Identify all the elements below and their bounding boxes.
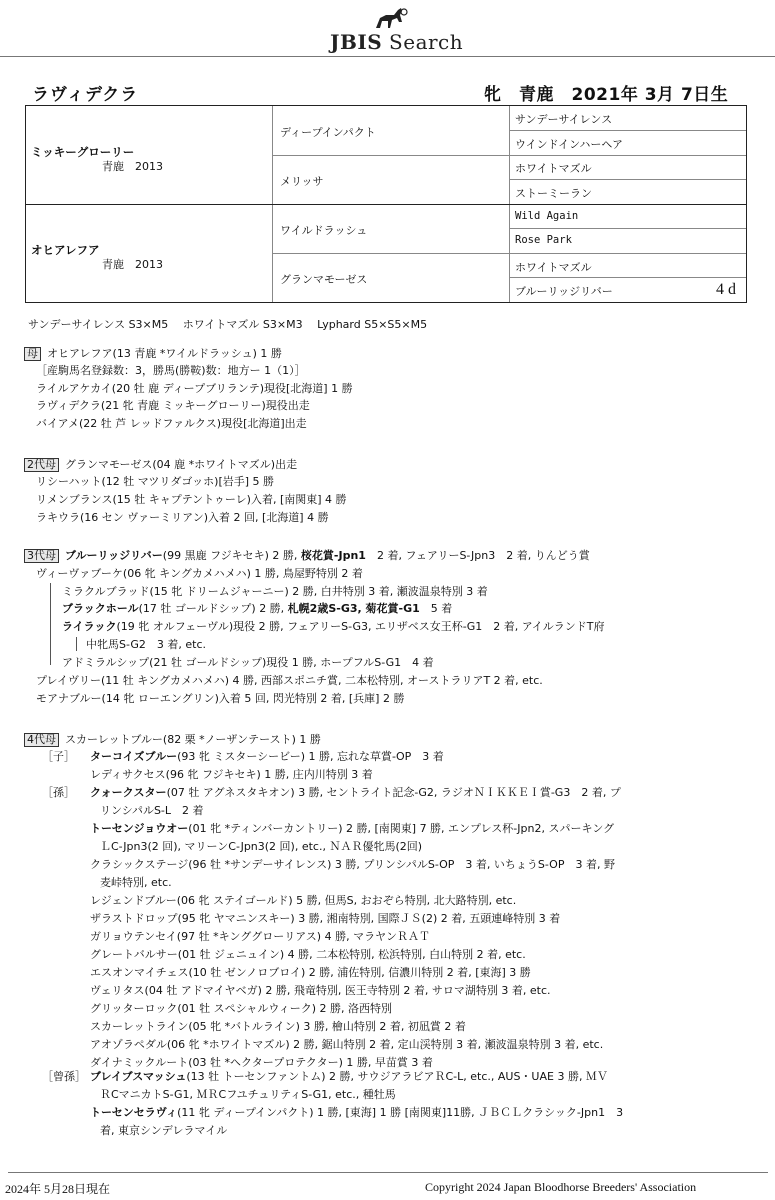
tree-connector <box>76 637 77 651</box>
sire-name[interactable]: ミッキーグローリー <box>31 145 135 159</box>
g3dam-detail-tail: 2 着, フェアリーS-Jpn3 2 着, りんどう賞 <box>365 549 590 562</box>
offspring-detail: (19 牝 オルフェーヴル)現役 2 勝, フェアリーS-G3, エリザベス女王杯-G1 2 着, アイルランドT府 <box>116 620 605 633</box>
section-label: 3代母 <box>24 549 59 563</box>
g2dam-section-head <box>24 458 297 472</box>
offspring-name[interactable]: ブラックホール <box>62 602 139 615</box>
row-divider <box>26 204 746 205</box>
section-label: 母 <box>24 347 41 361</box>
g3-ancestor[interactable]: ウインドインハーヘア <box>515 138 624 151</box>
g2-sire-sire[interactable]: ディープインパクト <box>280 126 376 139</box>
g4dam-section-head <box>24 733 321 747</box>
offspring-line[interactable]: モアナブルー(14 牝 ローエングリン)入着 5 回, 閃光特別 2 着, [兵庫] 2 勝 <box>36 692 405 705</box>
row-divider <box>509 179 746 180</box>
section-label: 2代母 <box>24 458 59 472</box>
brand-jbis: JBIS <box>330 30 383 54</box>
descendant-line[interactable] <box>90 750 444 764</box>
offspring-line[interactable]: ラキウラ(16 セン ヴァーミリアン)入着 2 回, [北海道] 4 勝 <box>36 511 329 524</box>
g3dam-major-race: 桜花賞-Jpn1 <box>300 549 366 562</box>
horse-logo-icon <box>370 6 410 32</box>
descendant-detail: レディサクセス(96 牝 フジキセキ) 1 勝, 庄内川特別 3 着 <box>90 768 373 781</box>
descendant-line[interactable] <box>100 1088 396 1102</box>
descendant-line[interactable] <box>90 912 560 926</box>
sire-sub: 青鹿 2013 <box>102 160 163 173</box>
descendant-line[interactable] <box>100 804 204 818</box>
g2-dam-sire[interactable]: ワイルドラッシュ <box>280 224 368 237</box>
g3-ancestor[interactable]: ホワイトマズル <box>515 162 592 175</box>
g3-ancestor[interactable]: Wild Again <box>515 210 579 222</box>
brand-search: Search <box>389 30 464 54</box>
descendant-name[interactable]: ブレイブスマッシュ <box>90 1070 187 1083</box>
descendant-name[interactable]: ターコイズブルー <box>90 750 178 763</box>
offspring-name[interactable]: ライラック <box>62 620 117 633</box>
descendant-detail: アオゾラペダル(06 牝 *ホワイトマズル) 2 勝, 鋸山特別 2 着, 定山渓特別 3 着, 瀬波温泉特別 3 着, etc. <box>90 1038 604 1051</box>
offspring-line[interactable]: ミラクルブラッド(15 牝 ドリームジャーニー) 2 勝, 白井特別 3 着, 瀬波温泉特別 3 着 <box>62 585 488 598</box>
row-divider <box>272 253 746 254</box>
g3-ancestor[interactable]: ストーミーラン <box>515 187 592 200</box>
section-label: 4代母 <box>24 733 59 747</box>
descendant-line[interactable] <box>90 894 516 908</box>
tag-grandchild: ［孫］ <box>42 786 75 799</box>
descendant-detail: エスオンマイチェス(10 牡 ゼンノロブロイ) 2 勝, 浦佐特別, 信濃川特別 2 着, [東海] 3 勝 <box>90 966 531 979</box>
offspring-line[interactable] <box>62 620 605 634</box>
descendant-line[interactable] <box>90 966 531 980</box>
dam-name[interactable]: オヒアレフア <box>31 243 100 257</box>
g2-sire-dam[interactable]: メリッサ <box>280 175 324 188</box>
descendant-name[interactable]: トーセンジョウオー <box>90 822 189 835</box>
g2dam-line: グランマモーゼス(04 鹿 *ホワイトマズル)出走 <box>65 458 298 471</box>
descendant-line[interactable] <box>90 858 615 872</box>
descendant-line[interactable] <box>90 1056 433 1070</box>
descendant-line[interactable] <box>90 1070 608 1084</box>
descendant-detail: ダイナミックルート(03 牡 *ヘクタープロテクター) 1 勝, 早苗賞 3 着 <box>90 1056 433 1069</box>
dam-line: オヒアレフア(13 青鹿 *ワイルドラッシュ) 1 勝 <box>47 347 282 360</box>
descendant-detail: グリッターロック(01 牡 スペシャルウィーク) 2 勝, 洛西特別 <box>90 1002 393 1015</box>
descendant-detail: ガリョウテンセイ(97 牡 *キンググローリアス) 4 勝, マラヤンＲＡＴ <box>90 930 430 943</box>
offspring-detail-tail: 5 着 <box>419 602 453 615</box>
descendant-detail: (13 牡 トーセンファントム) 2 勝, サウジアラビアＲC-L, etc., AUS・UAE 3 勝, ＭＶ <box>186 1070 608 1083</box>
descendant-detail: ＲCマニカトS-G1, ＭＲCフユチュリティS-G1, etc., 種牡馬 <box>100 1088 396 1101</box>
footer-date: 2024年 5月28日現在 <box>5 1182 111 1196</box>
descendant-detail: 麦峠特別, etc. <box>100 876 172 889</box>
row-divider <box>272 155 746 156</box>
row-divider <box>509 277 746 278</box>
g4dam-line: スカーレットブルー(82 栗 *ノーザンテースト) 1 勝 <box>65 733 321 746</box>
offspring-line[interactable]: バイアメ(22 牡 芦 レッドファルクス)現役[北海道]出走 <box>36 417 307 430</box>
descendant-line[interactable] <box>90 822 614 836</box>
footer-copyright: Copyright 2024 Japan Bloodhorse Breeders' Association <box>425 1180 697 1194</box>
offspring-line[interactable]: ヴィーヴァブーケ(06 牝 キングカメハメハ) 1 勝, 鳥屋野特別 2 着 <box>36 567 363 580</box>
descendant-detail: 着, 東京シンデレラマイル <box>100 1124 228 1137</box>
horse-name: ラヴィデクラ <box>32 85 139 105</box>
descendant-line[interactable] <box>100 840 422 854</box>
header-divider <box>0 56 775 57</box>
descendant-line[interactable] <box>90 984 550 998</box>
pedigree-table <box>25 105 747 303</box>
horse-info: 牝 青鹿 2021年 3月 7日生 <box>484 85 729 105</box>
descendant-line[interactable] <box>90 1106 623 1120</box>
offspring-line[interactable]: ラヴィデクラ(21 牝 青鹿 ミッキーグローリー)現役出走 <box>36 399 310 412</box>
g3dam-detail: (99 黒鹿 フジキセキ) 2 勝, <box>162 549 301 562</box>
site-logo[interactable] <box>0 0 775 58</box>
offspring-line[interactable]: アドミラルシップ(21 牡 ゴールドシップ)現役 1 勝, ホープフルS-G1 4 着 <box>62 656 434 669</box>
descendant-detail: レジェンドブルー(06 牝 ステイゴールド) 5 勝, 但馬S, おおぞら特別, 北大路特別, etc. <box>90 894 517 907</box>
descendant-detail: スカーレットライン(05 牝 *バトルライン) 3 勝, 檜山特別 2 着, 初凪賞 2 着 <box>90 1020 466 1033</box>
g2-dam-dam[interactable]: グランマモーゼス <box>280 273 368 286</box>
inbreeding-line: サンデーサイレンス S3×M5 ホワイトマズル S3×M3 Lyphard S5×S5×M5 <box>28 318 428 331</box>
row-divider <box>509 130 746 131</box>
dam-section-head <box>24 347 282 361</box>
family-code: 4 d <box>716 281 736 298</box>
dam-offspring-summary: ［産駒馬名登録数：3，勝馬(勝鞍)数：地方ー 1（1）］ <box>36 364 306 377</box>
offspring-line-cont: 中牝馬S-G2 3 着, etc. <box>86 638 206 651</box>
descendant-detail: ヴェリタス(04 牡 アドマイヤベガ) 2 勝, 飛竜特別, 医王寺特別 2 着, サロマ湖特別 3 着, etc. <box>90 984 551 997</box>
descendant-line[interactable] <box>100 1124 227 1138</box>
offspring-line[interactable]: リシーハット(12 牡 マツリダゴッホ)[岩手] 5 勝 <box>36 475 275 488</box>
dam-sub: 青鹿 2013 <box>102 258 163 271</box>
g3dam-section-head <box>24 549 590 563</box>
offspring-line[interactable] <box>62 602 452 616</box>
descendant-line[interactable] <box>90 930 430 944</box>
descendant-detail: (93 牝 ミスターシービー) 1 勝, 忘れな草賞-OP 3 着 <box>177 750 444 763</box>
descendant-detail: ＬC-Jpn3(2 回), マリーンC-Jpn3(2 回), etc., ＮＡＲ優牝馬(2回) <box>100 840 423 853</box>
g3-ancestor[interactable]: ホワイトマズル <box>515 261 592 274</box>
offspring-line[interactable]: プレイヴリー(11 牡 キングカメハメハ) 4 勝, 西部スポニチ賞, 二本松特別, オーストラリアT 2 着, etc. <box>36 674 543 687</box>
descendant-line[interactable] <box>100 876 172 890</box>
tag-great-grandchild: ［曾孫］ <box>42 1070 86 1083</box>
row-divider <box>509 228 746 229</box>
descendant-line[interactable] <box>90 786 621 800</box>
tag-child: ［子］ <box>42 750 75 763</box>
g3-ancestor[interactable]: Rose Park <box>515 234 572 246</box>
descendant-line[interactable] <box>90 768 373 782</box>
footer-divider <box>8 1172 768 1173</box>
descendant-line[interactable] <box>90 948 526 962</box>
g3dam-name[interactable]: ブルーリッジリバー <box>65 549 163 562</box>
descendant-line[interactable] <box>90 1038 603 1052</box>
descendant-detail: (11 牝 ディープインパクト) 1 勝, [東海] 1 勝 [南関東]11勝, ＪＢＣＬクラシック-Jpn1 3 <box>177 1106 624 1119</box>
descendant-detail: クラシックステージ(96 牡 *サンデーサイレンス) 3 勝, プリンシパルS-OP 3 着, いちょうS-OP 3 着, 野 <box>90 858 615 871</box>
tree-connector <box>50 583 51 665</box>
offspring-major-race: 札幌2歳S-G3, 菊花賞-G1 <box>287 602 420 615</box>
descendant-detail: リンシパルS-L 2 着 <box>100 804 204 817</box>
descendant-detail: (01 牝 *ティンバーカントリー) 2 勝, [南関東] 7 勝, エンプレス杯-Jpn2, スパーキング <box>188 822 615 835</box>
descendant-detail: ザラストドロップ(95 牝 ヤマニンスキー) 3 勝, 湘南特別, 国際ＪＳ(2) 2 着, 五頭連峰特別 3 着 <box>90 912 561 925</box>
descendant-name[interactable]: クォークスター <box>90 786 167 799</box>
g3-ancestor[interactable]: ブルーリッジリバー <box>515 285 613 298</box>
descendant-detail: グレートバルサー(01 牡 ジェニュイン) 4 勝, 二本松特別, 松浜特別, 白山特別 2 着, etc. <box>90 948 526 961</box>
offspring-line[interactable]: リメンブランス(15 牡 キャプテントゥーレ)入着, [南関東] 4 勝 <box>36 493 347 506</box>
descendant-name[interactable]: トーセンセラヴィ <box>90 1106 178 1119</box>
descendant-detail: (07 牡 アグネスタキオン) 3 勝, セントライト記念-G2, ラジオＮＩＫＫＥＩ賞-G3 2 着, プ <box>166 786 621 799</box>
offspring-line[interactable]: ライルアケカイ(20 牡 鹿 ディープブリランテ)現役[北海道] 1 勝 <box>36 382 353 395</box>
descendant-line[interactable] <box>90 1002 392 1016</box>
g3-ancestor[interactable]: サンデーサイレンス <box>515 113 613 126</box>
descendant-line[interactable] <box>90 1020 466 1034</box>
offspring-detail: (17 牡 ゴールドシップ) 2 勝, <box>138 602 288 615</box>
